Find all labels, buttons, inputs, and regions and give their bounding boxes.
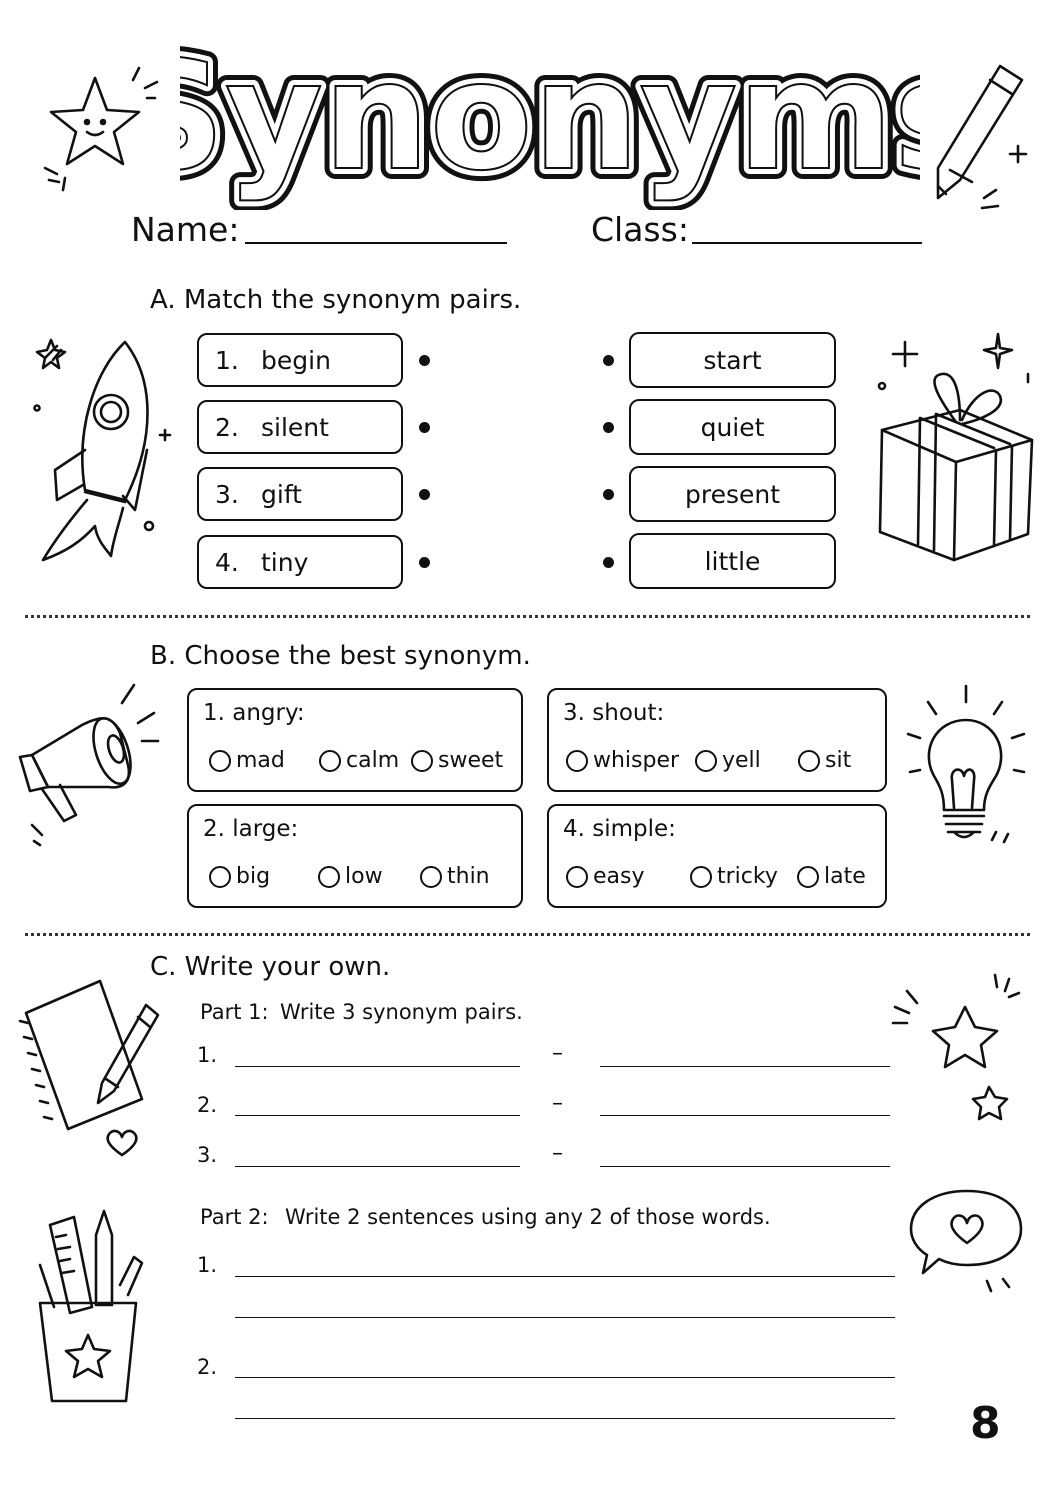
light-bulb-icon <box>900 680 1040 855</box>
match-left-word: tiny <box>261 547 309 577</box>
pair-1-word-b[interactable] <box>600 1066 890 1067</box>
notebook-icon <box>14 975 169 1170</box>
radio-circle[interactable] <box>209 866 231 888</box>
question-label: 1. angry: <box>203 700 305 726</box>
part1-label: Part 1: <box>200 1000 269 1024</box>
title-inner: ynonym <box>225 30 894 204</box>
pair-2-word-a[interactable] <box>235 1115 520 1116</box>
match-left-4 <box>197 535 403 589</box>
match-right-2: quiet <box>629 399 836 455</box>
pair-dash: – <box>552 1041 563 1066</box>
part2-label: Part 2: <box>200 1205 269 1229</box>
sentence-2-line-2[interactable] <box>235 1418 895 1419</box>
match-dot-right-3[interactable] <box>603 489 614 500</box>
sentence-1-line-2[interactable] <box>235 1317 895 1318</box>
option-thin[interactable] <box>420 864 490 889</box>
radio-circle[interactable] <box>318 866 340 888</box>
match-right-1: start <box>629 332 836 388</box>
question-box-4 <box>547 804 887 908</box>
match-dot-right-4[interactable] <box>603 557 614 568</box>
section-divider <box>25 615 1030 618</box>
option-label: easy <box>593 864 645 889</box>
option-label: tricky <box>717 864 778 889</box>
match-left-2 <box>197 400 403 454</box>
match-left-num: 4. <box>215 547 239 577</box>
match-left-3 <box>197 467 403 521</box>
gift-box-icon <box>870 322 1045 567</box>
radio-circle[interactable] <box>411 750 433 772</box>
part1-instruction: Write 3 synonym pairs. <box>280 1000 523 1024</box>
section-b-heading: B. Choose the best synonym. <box>150 641 531 671</box>
option-label: late <box>824 864 866 889</box>
section-divider <box>25 933 1030 936</box>
question-label: 4. simple: <box>563 816 676 842</box>
sentence-2-line-1[interactable] <box>235 1377 895 1378</box>
option-label: calm <box>346 748 400 773</box>
class-label: Class: <box>591 210 689 249</box>
star-face-icon <box>35 60 165 200</box>
match-right-4: little <box>629 533 836 589</box>
title-outline: ynonym <box>225 30 894 204</box>
class-field[interactable] <box>692 242 922 244</box>
pencil-icon <box>930 58 1040 218</box>
match-left-word: gift <box>261 479 302 509</box>
pair-num-2: 2. <box>197 1093 218 1117</box>
pair-1-word-a[interactable] <box>235 1066 520 1067</box>
match-dot-right-2[interactable] <box>603 422 614 433</box>
option-yell[interactable] <box>695 748 761 773</box>
section-c-heading: C. Write your own. <box>150 952 391 982</box>
option-late[interactable] <box>797 864 866 889</box>
option-calm[interactable] <box>319 748 399 773</box>
option-label: sit <box>825 748 852 773</box>
megaphone-icon <box>12 675 167 850</box>
radio-circle[interactable] <box>798 750 820 772</box>
sentence-num-2: 2. <box>197 1355 218 1379</box>
name-label: Name: <box>131 210 240 249</box>
radio-circle[interactable] <box>420 866 442 888</box>
pair-3-word-b[interactable] <box>600 1166 890 1167</box>
star-icon <box>885 965 1030 1130</box>
question-label: 2. large: <box>203 816 299 842</box>
option-big[interactable] <box>209 864 270 889</box>
pair-2-word-b[interactable] <box>600 1115 890 1116</box>
option-label: big <box>236 864 271 889</box>
pair-num-1: 1. <box>197 1043 218 1067</box>
option-sit[interactable] <box>798 748 851 773</box>
match-left-num: 3. <box>215 479 239 509</box>
match-dot-left-1[interactable] <box>419 355 430 366</box>
match-left-num: 2. <box>215 412 239 442</box>
option-label: sweet <box>438 748 504 773</box>
question-box-1 <box>187 688 523 792</box>
radio-circle[interactable] <box>566 866 588 888</box>
page-number: 8 <box>970 1398 1001 1449</box>
match-dot-right-1[interactable] <box>603 355 614 366</box>
sentence-num-1: 1. <box>197 1253 218 1277</box>
sentence-1-line-1[interactable] <box>235 1276 895 1277</box>
radio-circle[interactable] <box>695 750 717 772</box>
match-dot-left-3[interactable] <box>419 489 430 500</box>
name-field[interactable] <box>245 242 507 244</box>
pair-dash: – <box>552 1091 563 1116</box>
match-left-word: silent <box>261 412 329 442</box>
option-sweet[interactable] <box>411 748 503 773</box>
option-easy[interactable] <box>566 864 645 889</box>
match-left-num: 1. <box>215 345 239 375</box>
section-a-heading: A. Match the synonym pairs. <box>150 285 522 315</box>
speech-bubble-heart-icon <box>905 1185 1035 1300</box>
title-fill: ynonym <box>225 30 894 204</box>
pair-3-word-a[interactable] <box>235 1166 520 1167</box>
match-dot-left-4[interactable] <box>419 557 430 568</box>
question-box-3 <box>547 688 887 792</box>
option-low[interactable] <box>318 864 383 889</box>
radio-circle[interactable] <box>797 866 819 888</box>
radio-circle[interactable] <box>319 750 341 772</box>
question-label: 3. shout: <box>563 700 665 726</box>
option-whisper[interactable] <box>566 748 679 773</box>
radio-circle[interactable] <box>690 866 712 888</box>
pair-dash: – <box>552 1141 563 1166</box>
match-dot-left-2[interactable] <box>419 422 430 433</box>
option-label: low <box>345 864 383 889</box>
match-left-word: begin <box>261 345 331 375</box>
pair-num-3: 3. <box>197 1143 218 1167</box>
option-mad[interactable] <box>209 748 285 773</box>
part2-instruction: Write 2 sentences using any 2 of those words. <box>285 1205 771 1229</box>
option-label: mad <box>236 748 285 773</box>
radio-circle[interactable] <box>566 750 588 772</box>
question-box-2 <box>187 804 523 908</box>
page-title <box>180 20 920 210</box>
option-tricky[interactable] <box>690 864 778 889</box>
rocket-icon <box>25 320 175 580</box>
option-label: whisper <box>593 748 680 773</box>
radio-circle[interactable] <box>209 750 231 772</box>
pencil-cup-icon <box>30 1205 155 1410</box>
match-left-1 <box>197 333 403 387</box>
match-right-3: present <box>629 466 836 522</box>
option-label: thin <box>447 864 490 889</box>
option-label: yell <box>722 748 761 773</box>
